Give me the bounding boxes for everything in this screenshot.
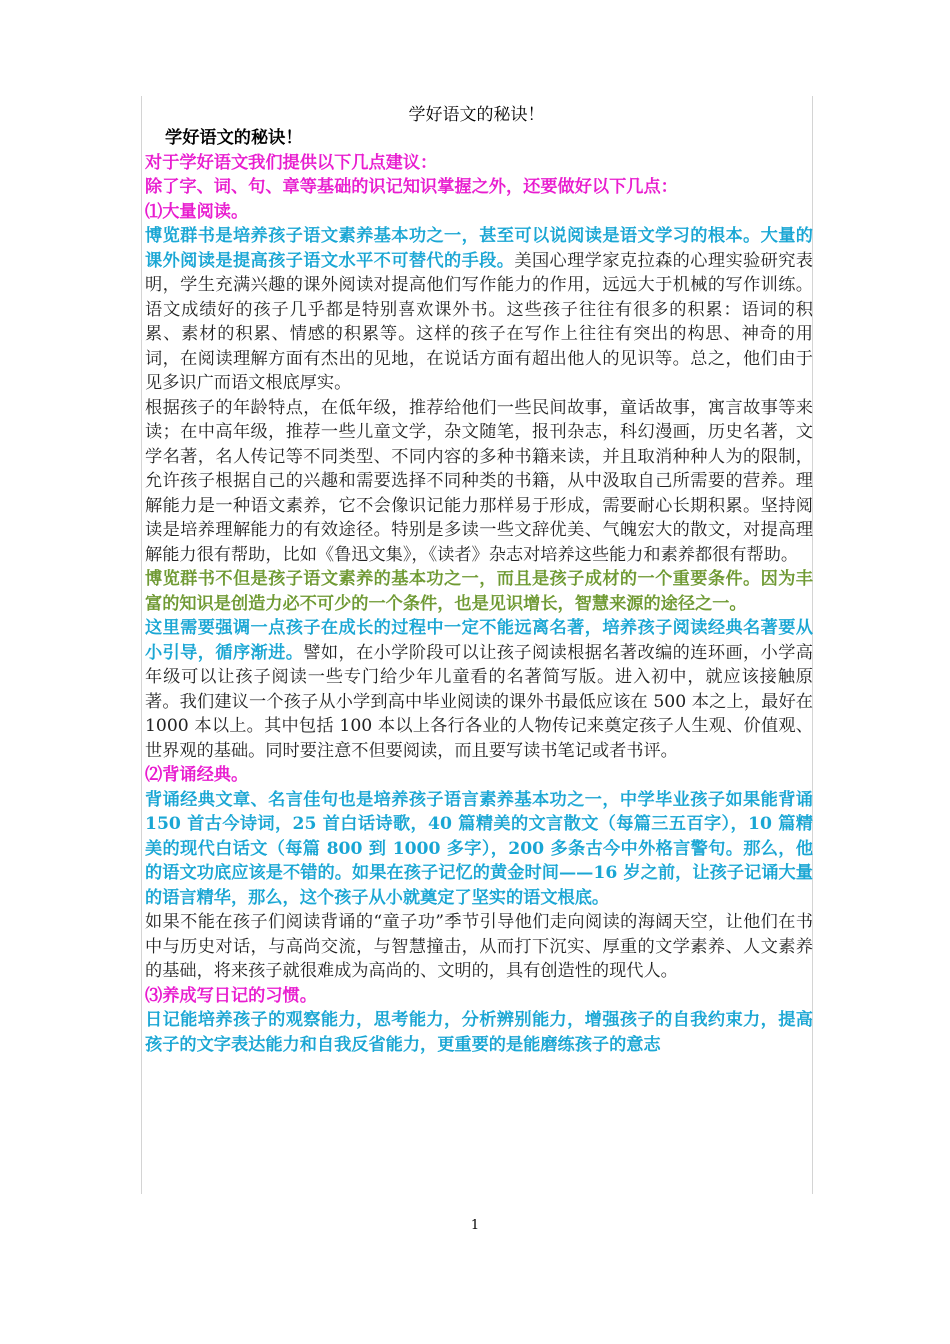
section-1-text-3: 譬如，在小学阶段可以让孩子阅读根据名著改编的连环画，小学高年级可以让孩子阅读一些专门给少年儿童看的名著简写版。进入初中，就应该接触原著。我们建议一个孩子从小学到高中毕业阅读的课外书最低应该在 500 本之上，最好在 1000 本以上。其中包括 100 本以上各行各业的人物传记来奠定孩子人生观、价值观、世界观的基础。同时要注意不但要阅读，而且要写读书笔记或者书评。 xyxy=(145,642,813,761)
section-3-heading: ⑶养成写日记的习惯。 xyxy=(145,985,317,1006)
page-header: 学好语文的秘诀！ xyxy=(408,105,545,125)
section-2-highlight: 背诵经典文章、名言佳句也是培养孩子语言素养基本功之一，中学毕业孩子如果能背诵 150 首古今诗词，25 首白话诗歌，40 篇精美的文言散文（每篇三五百字），10 篇精美的现代白话文（每篇 800 到 1000 多字），200 多条古今中外格言警句。那么，他的语文功底应该是不错的。如果在孩子记忆的黄金时间——16 岁之前，让孩子记诵大量的语言精华，那么，这个孩子从小就奠定了坚实的语文根底。 xyxy=(145,789,813,908)
page-number: 1 xyxy=(470,1218,480,1233)
section-1-paragraph-2: 根据孩子的年龄特点，在低年级，推荐给他们一些民间故事，童话故事，寓言故事等来读；在中高年级，推荐一些儿童文学，杂文随笔，报刊杂志，科幻漫画，历史名著，文学名著，名人传记等不同类型、不同内容的多种书籍来读，并且取消种种人为的限制，允许孩子根据自己的兴趣和需要选择不同种类的书籍，从中汲取自己所需要的营养。理解能力是一种语文素养，它不会像识记能力那样易于形成，需要耐心长期积累。坚持阅读是培养理解能力的有效途径。特别是多读一些文辞优美、气魄宏大的散文，对提高理解能力很有帮助，比如《鲁迅文集》，《读者》杂志对培养这些能力和素养都很有帮助。 xyxy=(145,397,813,565)
section-1-highlight-2: 这里需要强调一点孩子在成长的过程中一定不能远离名著，培养孩子阅读经典名著要从小引导，循序渐进。 xyxy=(145,618,813,663)
section-1-highlight-olive: 博览群书不但是孩子语文素养的基本功之一，而且是孩子成材的一个重要条件。因为丰富的知识是创造力必不可少的一个条件，也是见识增长，智慧来源的途径之一。 xyxy=(145,569,813,614)
section-1-highlight-1: 博览群书是培养孩子语文素养基本功之一，甚至可以说阅读是语文学习的根本。大量的课外阅读是提高孩子语文水平不可替代的手段。 xyxy=(145,226,813,271)
section-2-heading: ⑵背诵经典。 xyxy=(145,765,249,785)
section-1-heading: ⑴大量阅读。 xyxy=(145,201,249,222)
document-body xyxy=(145,126,813,1057)
intro-line-1: 对于学好语文我们提供以下几点建议： xyxy=(145,152,438,173)
section-2-paragraph: 如果不能在孩子们阅读背诵的“童子功”季节引导他们走向阅读的海阔天空，让他们在书中与历史对话，与高尚交流，与智慧撞击，从而打下沉实、厚重的文学素养、人文素养的基础，将来孩子就很难成为高尚的、文明的，具有创造性的现代人。 xyxy=(145,912,813,981)
intro-line-2: 除了字、词、句、章等基础的识记知识掌握之外，还要做好以下几点： xyxy=(145,177,678,197)
page-border-left xyxy=(141,96,142,1194)
document-title: 学好语文的秘诀！ xyxy=(165,128,303,148)
section-3-highlight: 日记能培养孩子的观察能力，思考能力，分析辨别能力，增强孩子的自我约束力，提高孩子的文字表达能力和自我反省能力，更重要的是能磨练孩子的意志 xyxy=(145,1010,813,1055)
section-1-paragraph-3 xyxy=(145,616,813,763)
section-1-paragraph-1 xyxy=(145,224,813,396)
section-1-text-1: 美国心理学家克拉森的心理实验研究表明，学生充满兴趣的课外阅读对提高他们写作能力的作用，远远大于机械的写作训练。语文成绩好的孩子几乎都是特别喜欢课外书。这些孩子往往有很多的积累：语词的积累、素材的积累、情感的积累等。这样的孩子在写作上往往有突出的构思、神奇的用词，在阅读理解方面有杰出的见地，在说话方面有超出他人的见识等。总之，他们由于见多识广而语文根底厚实。 xyxy=(145,250,813,393)
